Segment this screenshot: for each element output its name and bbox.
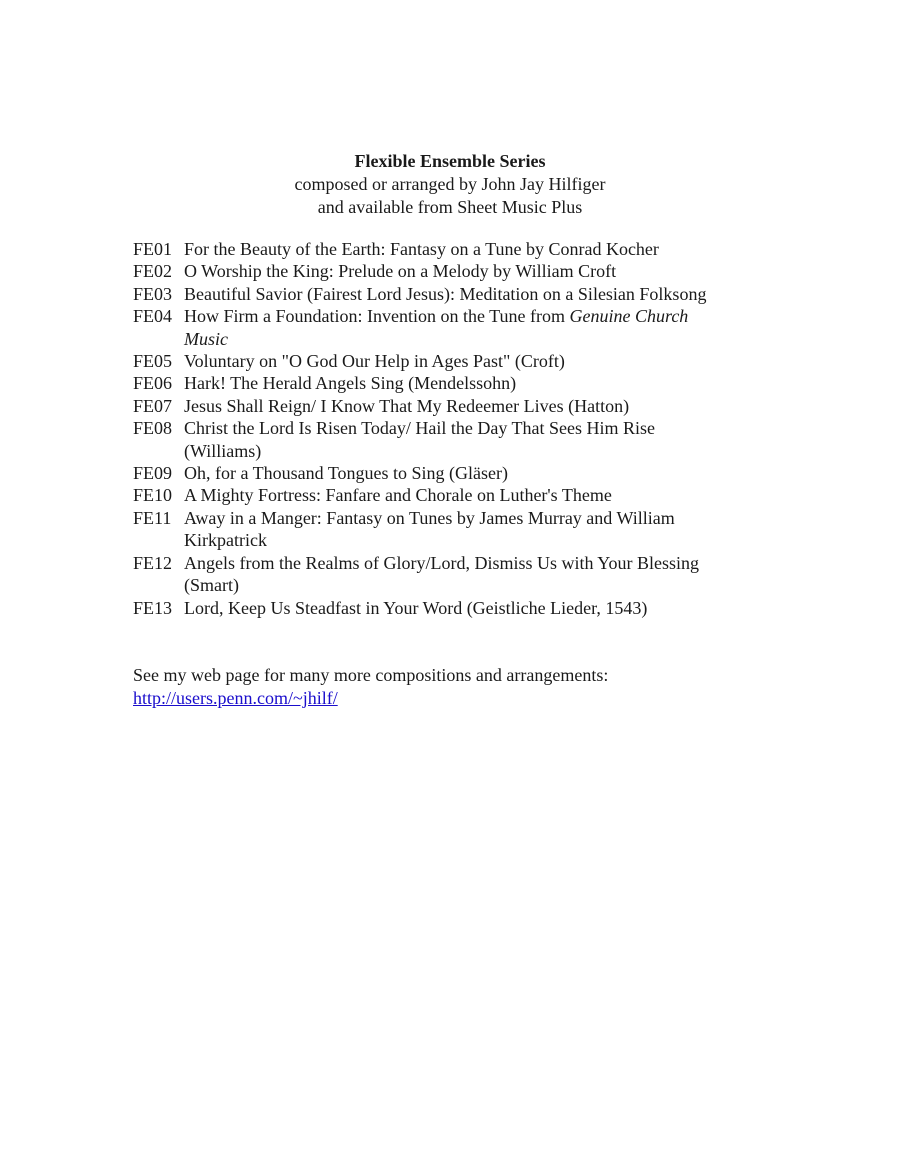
catalog-item-fe01 <box>133 238 793 260</box>
item-title-continuation: Music <box>184 328 228 349</box>
catalog-item-fe03 <box>133 283 793 305</box>
item-code: FE08 <box>133 418 173 439</box>
item-code: FE01 <box>133 239 173 259</box>
subtitle-line-1: composed or arranged by John Jay Hilfiger <box>294 174 606 194</box>
item-code: FE03 <box>133 283 173 304</box>
catalog-item-fe12 <box>133 552 793 597</box>
item-title: Angels from the Realms of Glory/Lord, Dismiss Us with Your Blessing <box>184 552 699 573</box>
item-title: Christ the Lord Is Risen Today/ Hail the Day That Sees Him Rise <box>184 418 656 439</box>
catalog-item-fe04 <box>133 305 793 350</box>
item-title-continuation: Kirkpatrick <box>184 530 267 551</box>
item-title: Jesus Shall Reign/ I Know That My Redeemer Lives (Hatton) <box>184 395 630 416</box>
item-code: FE06 <box>133 373 173 394</box>
item-title: How Firm a Foundation: Invention on the Tune from <box>184 306 570 327</box>
item-title-italic: Genuine Church <box>569 306 689 327</box>
footer <box>133 664 793 710</box>
catalog-item-fe11 <box>133 507 793 552</box>
series-title: Flexible Ensemble Series <box>354 151 546 171</box>
item-code: FE13 <box>133 597 173 618</box>
item-title-continuation: (Smart) <box>184 575 239 596</box>
item-title: Voluntary on "O God Our Help in Ages Past" (Croft) <box>184 351 565 372</box>
catalog-item-fe06 <box>133 372 793 394</box>
catalog-item-fe10 <box>133 484 793 506</box>
item-title: Beautiful Savior (Fairest Lord Jesus): Meditation on a Silesian Folksong <box>184 283 707 304</box>
catalog-item-fe02 <box>133 260 793 282</box>
item-code: FE10 <box>133 485 173 506</box>
item-title: A Mighty Fortress: Fanfare and Chorale on Luther's Theme <box>184 485 612 506</box>
catalog-item-fe13 <box>133 597 793 619</box>
catalog-item-fe05 <box>133 350 793 372</box>
item-code: FE09 <box>133 463 173 484</box>
item-title: O Worship the King: Prelude on a Melody by William Croft <box>184 261 617 282</box>
website-link[interactable]: http://users.penn.com/~jhilf/ <box>133 688 338 708</box>
header <box>0 150 900 219</box>
item-code: FE02 <box>133 261 173 282</box>
item-code: FE04 <box>133 306 173 327</box>
item-title: Away in a Manger: Fantasy on Tunes by James Murray and William <box>184 507 675 528</box>
catalog-item-fe07 <box>133 395 793 417</box>
item-code: FE05 <box>133 351 173 372</box>
item-title: Hark! The Herald Angels Sing (Mendelssohn) <box>184 373 517 394</box>
item-code: FE11 <box>133 507 172 528</box>
catalog-item-fe09 <box>133 462 793 484</box>
item-code: FE12 <box>133 552 173 573</box>
subtitle-line-2: and available from Sheet Music Plus <box>317 197 583 217</box>
item-title: Lord, Keep Us Steadfast in Your Word (Geistliche Lieder, 1543) <box>184 597 648 618</box>
footer-text: See my web page for many more compositions and arrangements: <box>133 665 609 685</box>
item-code: FE07 <box>133 395 173 416</box>
item-title-continuation: (Williams) <box>184 440 262 461</box>
item-title: Oh, for a Thousand Tongues to Sing (Gläser) <box>184 463 509 484</box>
catalog-list <box>133 238 793 619</box>
item-title: For the Beauty of the Earth: Fantasy on a Tune by Conrad Kocher <box>184 239 659 259</box>
catalog-item-fe08 <box>133 417 793 462</box>
